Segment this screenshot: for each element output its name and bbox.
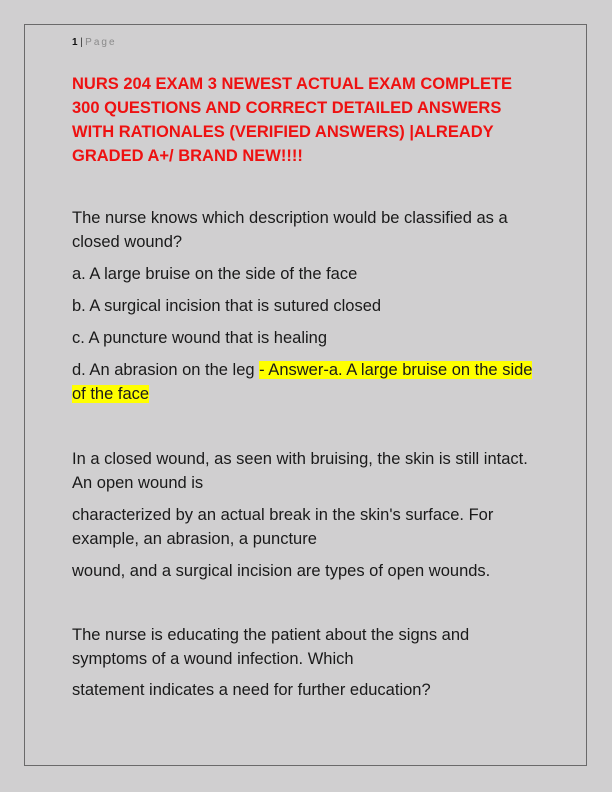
question-1-option-d: d. An abrasion on the leg [72,361,260,379]
rationale-line-1: In a closed wound, as seen with bruising, the skin is still intact. An open wound is [72,450,528,492]
page-header [72,37,117,48]
question-1-option-a: a. A large bruise on the side of the face [72,265,358,283]
question-1-option-d-with-answer [72,358,547,406]
question-1-option-b: b. A surgical incision that is sutured closed [72,297,382,315]
question-2-stem-line-1: The nurse is educating the patient about the signs and symptoms of a wound infection. Which [72,626,470,668]
question-1-option-c: c. A puncture wound that is healing [72,329,328,347]
question-2-stem-line-2: statement indicates a need for further education? [72,681,431,699]
question-1-stem: The nurse knows which description would be classified as a closed wound? [72,209,508,251]
page-label: Page [85,37,117,48]
rationale-line-3: wound, and a surgical incision are types of open wounds. [72,562,491,580]
document-title: NURS 204 EXAM 3 NEWEST ACTUAL EXAM COMPLETE 300 QUESTIONS AND CORRECT DETAILED ANSWERS WITH RATIONALES (VERIFIED ANSWERS) |ALREADY GRADED A+/ BRAND NEW!!!! [72,75,513,165]
question-1-answer: - Answer-a. A large bruise on the side of the face [72,361,533,403]
page-number: 1 [72,37,79,48]
header-separator: | [80,37,84,48]
rationale-line-2: characterized by an actual break in the skin's surface. For example, an abrasion, a puncture [72,506,494,548]
